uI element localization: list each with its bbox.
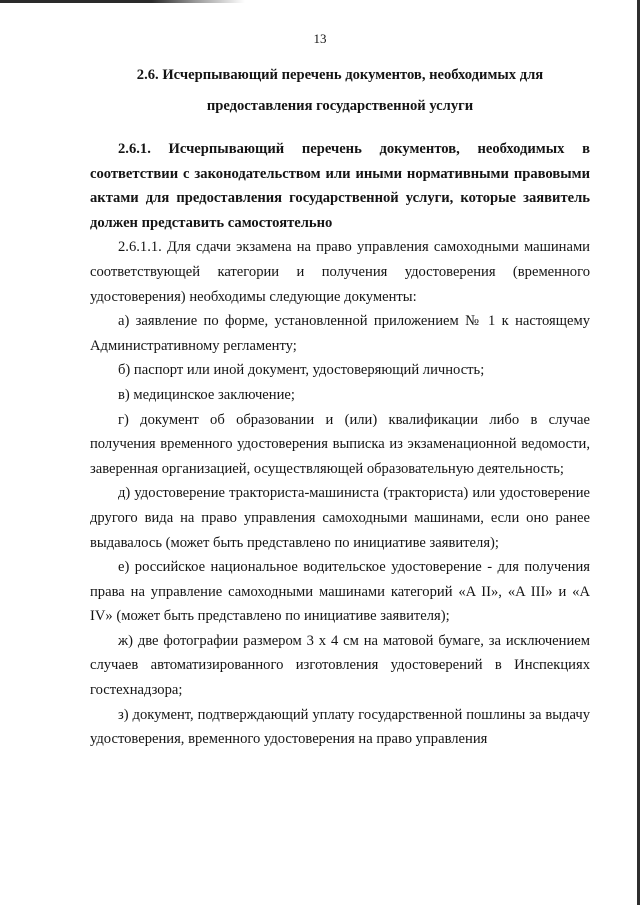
scan-edge-mark-top bbox=[0, 0, 245, 3]
section-title: 2.6. Исчерпывающий перечень документов, необходимых для предоставления государственной услуги bbox=[136, 67, 544, 114]
list-item-g-education-document: г) документ об образовании и (или) квалификации либо в случае получения временного удостоверения выписка из экзаменационной ведомости, заверенная организацией, осуществляющей образовательную деятельность; bbox=[90, 411, 590, 477]
list-item-d-tractor-driver-license: д) удостоверение тракториста-машиниста (тракториста) или удостоверение другого вида на право управления самоходными машинами, если оно ранее выдавалось (может быть представлено по инициативе заявителя); bbox=[90, 485, 590, 551]
paragraph-2-6-1-1: 2.6.1.1. Для сдачи экзамена на право управления самоходными машинами соответствующей категории и получения удостоверения (временного удостоверения) необходимы следующие документы: bbox=[90, 239, 590, 305]
list-item-v-medical-certificate: в) медицинское заключение; bbox=[118, 386, 295, 403]
list-item-a-application: а) заявление по форме, установленной приложением № 1 к настоящему Административному регламенту; bbox=[90, 313, 590, 354]
list-item-e-driver-license: е) российское национальное водительское удостоверение - для получения права на управление самоходными машинами категорий «A II», «A III» и «A IV» (может быть представлено по инициативе заявителя); bbox=[90, 559, 590, 625]
page-number: 13 bbox=[313, 31, 327, 46]
list-item-zh-photographs: ж) две фотографии размером 3 х 4 см на матовой бумаге, за исключением случаев автоматизированного изготовления удостоверений в Инспекциях гостехнадзора; bbox=[90, 632, 590, 699]
list-item-z-state-fee-receipt: з) документ, подтверждающий уплату государственной пошлины за выдачу удостоверения, временного удостоверения на право управления bbox=[90, 706, 590, 748]
list-item-b-passport: б) паспорт или иной документ, удостоверяющий личность; bbox=[118, 362, 485, 379]
subsection-heading: 2.6.1. Исчерпывающий перечень документов, необходимых в соответствии с законодательством или иными нормативными правовыми актами для предоставления государственной услуги, которые заявитель должен представить самостоятельно bbox=[90, 141, 590, 231]
document-body bbox=[90, 137, 590, 752]
